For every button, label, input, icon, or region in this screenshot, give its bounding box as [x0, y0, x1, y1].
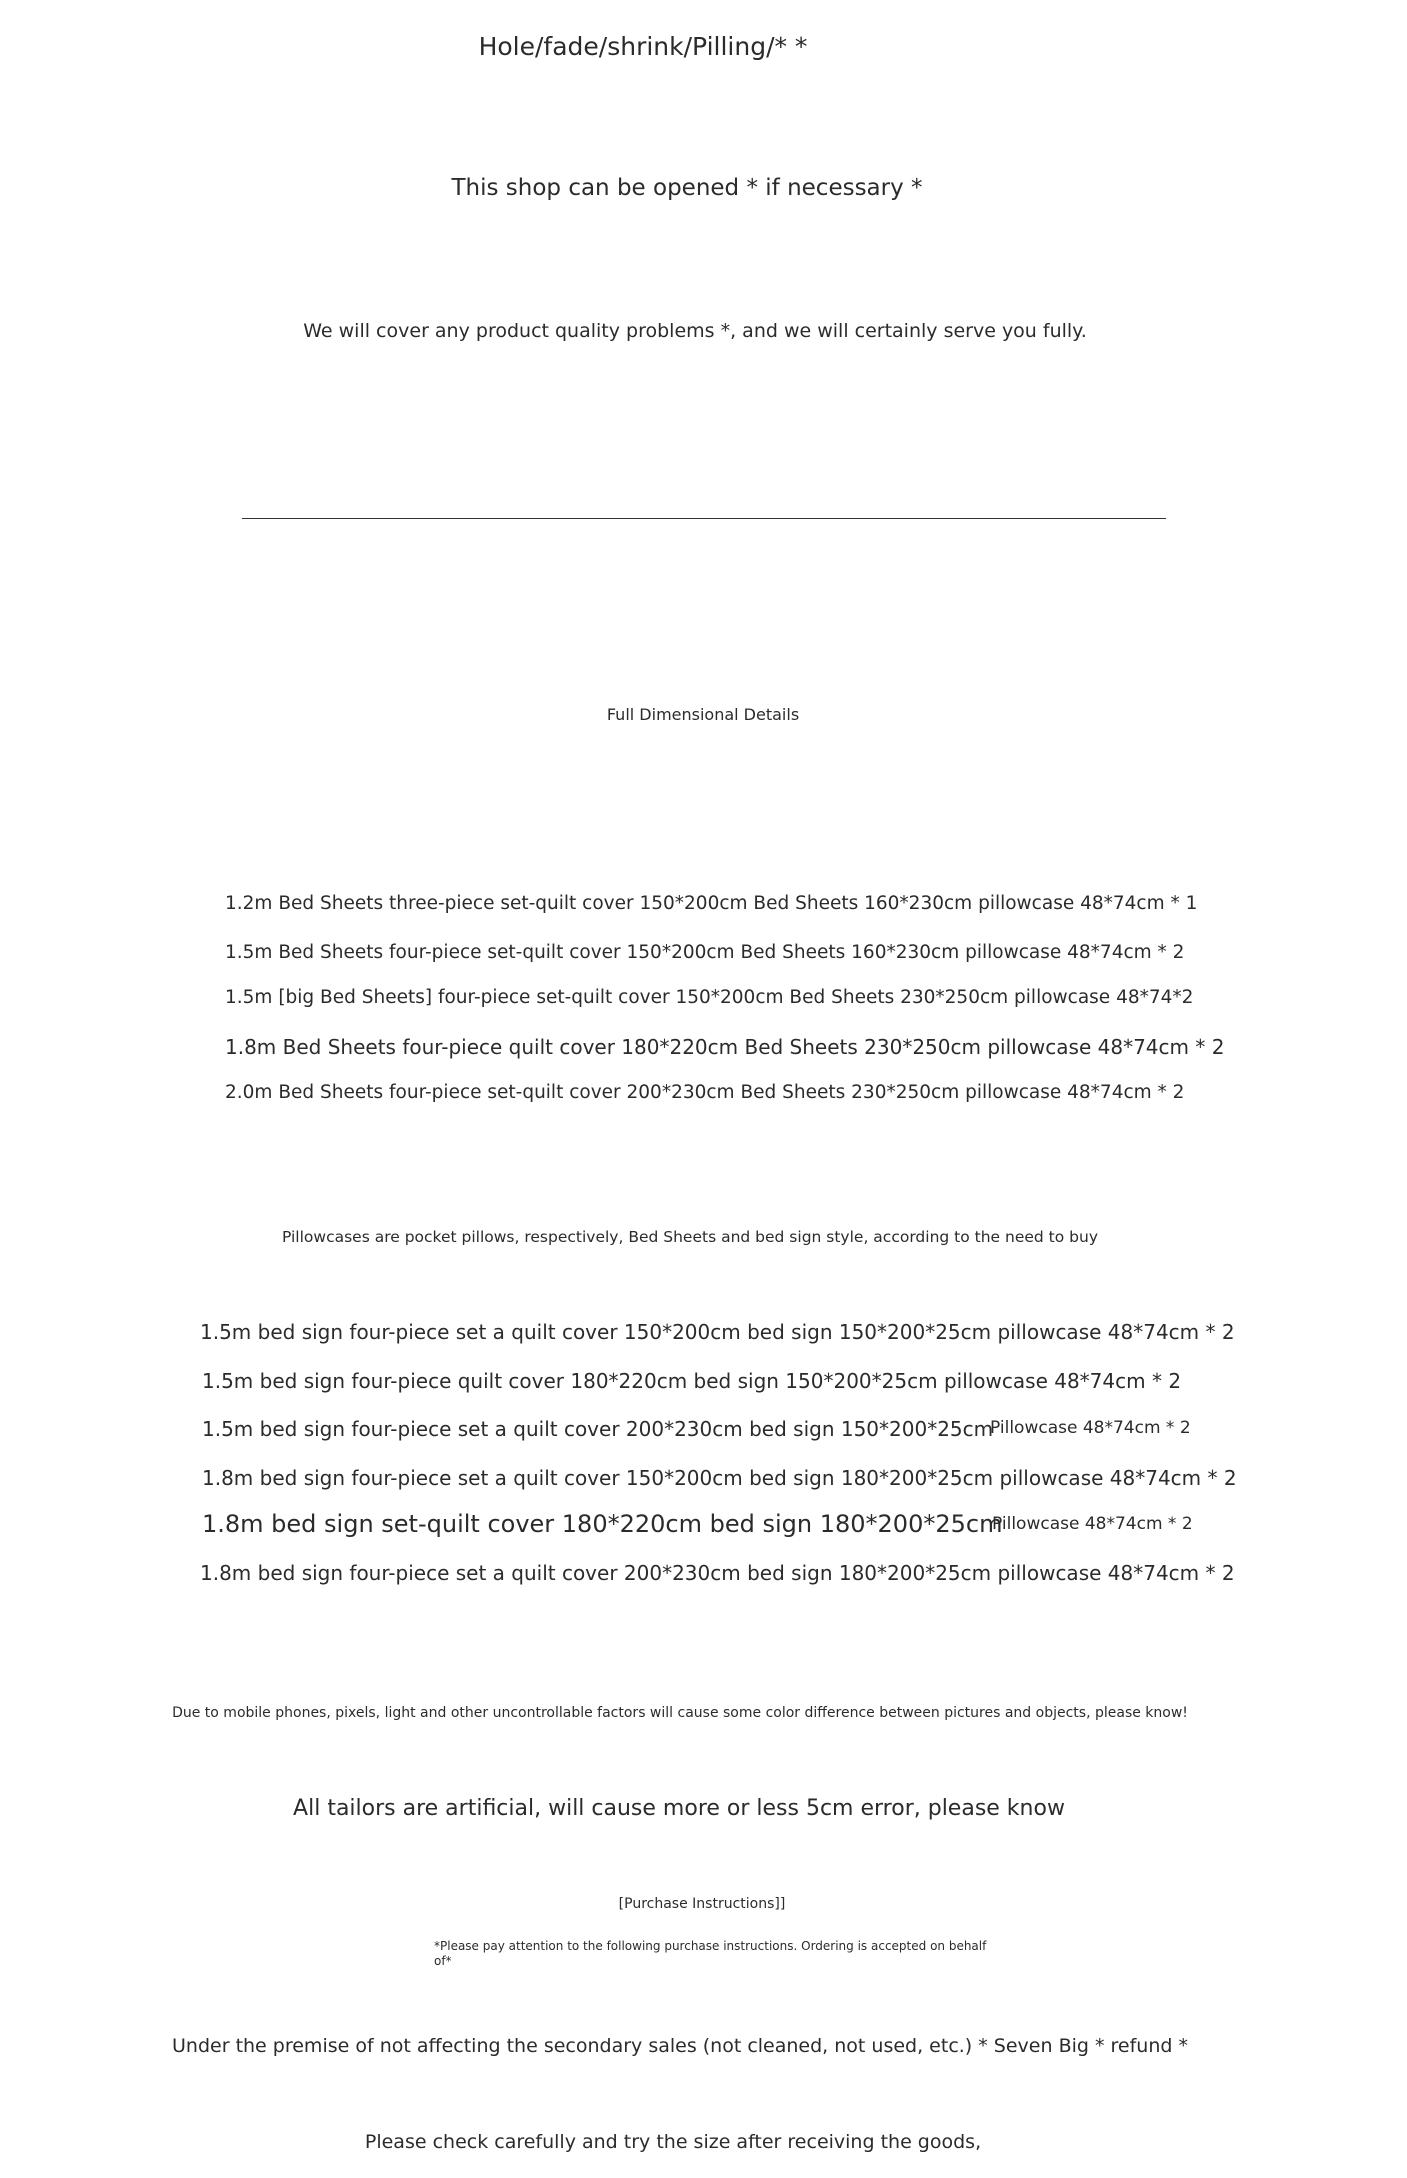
divider	[242, 518, 1166, 519]
purchase-title: [Purchase Instructions]]	[618, 1896, 786, 1912]
bed-sign-row-main: 1.8m bed sign set-quilt cover 180*220cm bed sign 180*200*25cm	[202, 1510, 1003, 1538]
header-line-1: Hole/fade/shrink/Pilling/* *	[478, 32, 808, 61]
bed-sheets-row: 1.5m Bed Sheets four-piece set-quilt cover 150*200cm Bed Sheets 160*230cm pillowcase 48*74cm * 2	[225, 942, 1185, 963]
bed-sheets-row: 1.5m [big Bed Sheets] four-piece set-quilt cover 150*200cm Bed Sheets 230*250cm pillowcase 48*74*2	[225, 987, 1194, 1008]
size-check-note: Please check carefully and try the size after receiving the goods,	[364, 2131, 982, 2153]
bed-sign-row: 1.5m bed sign four-piece quilt cover 180*220cm bed sign 150*200*25cm pillowcase 48*74cm * 2	[202, 1369, 1182, 1393]
color-difference-note: Due to mobile phones, pixels, light and other uncontrollable factors will cause some color difference between pictures and objects, please know!	[172, 1705, 1188, 1721]
bed-sign-row: 1.5m bed sign four-piece set a quilt cover 150*200cm bed sign 150*200*25cm pillowcase 48*74cm * 2	[200, 1320, 1235, 1344]
bed-sign-row-pillowcase: Pillowcase 48*74cm * 2	[990, 1418, 1191, 1438]
tailor-note: All tailors are artificial, will cause more or less 5cm error, please know	[293, 1796, 1065, 1821]
bed-sign-row: 1.8m bed sign four-piece set a quilt cover 150*200cm bed sign 180*200*25cm pillowcase 48*74cm * 2	[202, 1466, 1237, 1490]
bed-sheets-row: 2.0m Bed Sheets four-piece set-quilt cover 200*230cm Bed Sheets 230*250cm pillowcase 48*74cm * 2	[225, 1082, 1185, 1103]
bed-sign-row-main: 1.5m bed sign four-piece set a quilt cover 200*230cm bed sign 150*200*25cm	[202, 1417, 994, 1441]
refund-policy: Under the premise of not affecting the secondary sales (not cleaned, not used, etc.) * Seven Big * refund *	[172, 2035, 1188, 2057]
bed-sign-row-pillowcase: Pillowcase 48*74cm * 2	[992, 1514, 1193, 1534]
bed-sheets-row: 1.2m Bed Sheets three-piece set-quilt cover 150*200cm Bed Sheets 160*230cm pillowcase 48*74cm * 1	[225, 893, 1198, 914]
bed-sheets-row: 1.8m Bed Sheets four-piece quilt cover 180*220cm Bed Sheets 230*250cm pillowcase 48*74cm * 2	[225, 1035, 1225, 1059]
bed-sign-row: 1.8m bed sign four-piece set a quilt cover 200*230cm bed sign 180*200*25cm pillowcase 48*74cm * 2	[200, 1561, 1235, 1585]
header-line-3: We will cover any product quality problems *, and we will certainly serve you fully.	[303, 320, 1087, 342]
pillowcase-note: Pillowcases are pocket pillows, respectively, Bed Sheets and bed sign style, according to the need to buy	[281, 1228, 1099, 1246]
purchase-subtitle-line-2: of*	[434, 1954, 452, 1968]
purchase-subtitle-line-1: *Please pay attention to the following purchase instructions. Ordering is accepted on behalf	[434, 1939, 987, 1953]
header-line-2: This shop can be opened * if necessary *	[451, 175, 923, 201]
dimensions-title: Full Dimensional Details	[606, 705, 800, 724]
